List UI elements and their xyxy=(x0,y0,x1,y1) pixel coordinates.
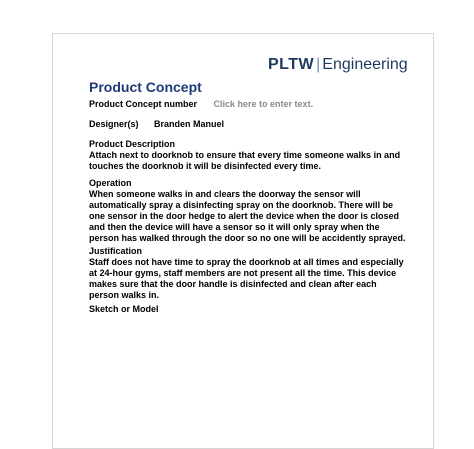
section-body: Attach next to doorknob to ensure that every time someone walks in and touches the doorknob it will be disinfected every time. xyxy=(89,150,401,171)
section-operation xyxy=(89,178,409,244)
designers-label: Designer(s) xyxy=(89,119,139,129)
section-heading: Product Description xyxy=(89,139,176,149)
section-justification xyxy=(89,246,409,301)
designers-row xyxy=(89,119,224,130)
pltw-engineering-logo xyxy=(268,56,408,74)
section-body: Staff does not have time to spray the doorknob at all times and especially at 24-hour gyms, staff members are not present all the time. This device makes sure that the door handle is disinfected and clean after each person walks in. xyxy=(89,257,404,300)
section-product-description xyxy=(89,139,409,172)
section-body: When someone walks in and clears the doorway the sensor will automatically spray a disinfecting spray on the doorknob. There will be one sensor in the door hedge to alert the device when the door is closed and then the device will have a sensor so it will only spray when the person has walked through the door so no one will be accidently sprayed. xyxy=(89,189,406,243)
section-heading: Sketch or Model xyxy=(89,304,159,314)
document-title: Product Concept xyxy=(89,79,202,95)
designers-value: Branden Manuel xyxy=(154,119,225,129)
logo-division: Engineering xyxy=(322,56,408,73)
concept-number-row xyxy=(89,99,313,110)
section-heading: Operation xyxy=(89,178,132,188)
section-heading: Justification xyxy=(89,246,143,256)
concept-number-label: Product Concept number xyxy=(89,99,198,109)
concept-number-field[interactable]: Click here to enter text. xyxy=(213,99,314,109)
logo-brand: PLTW xyxy=(268,56,315,73)
logo-separator: | xyxy=(316,56,321,73)
section-sketch-or-model xyxy=(89,304,409,315)
